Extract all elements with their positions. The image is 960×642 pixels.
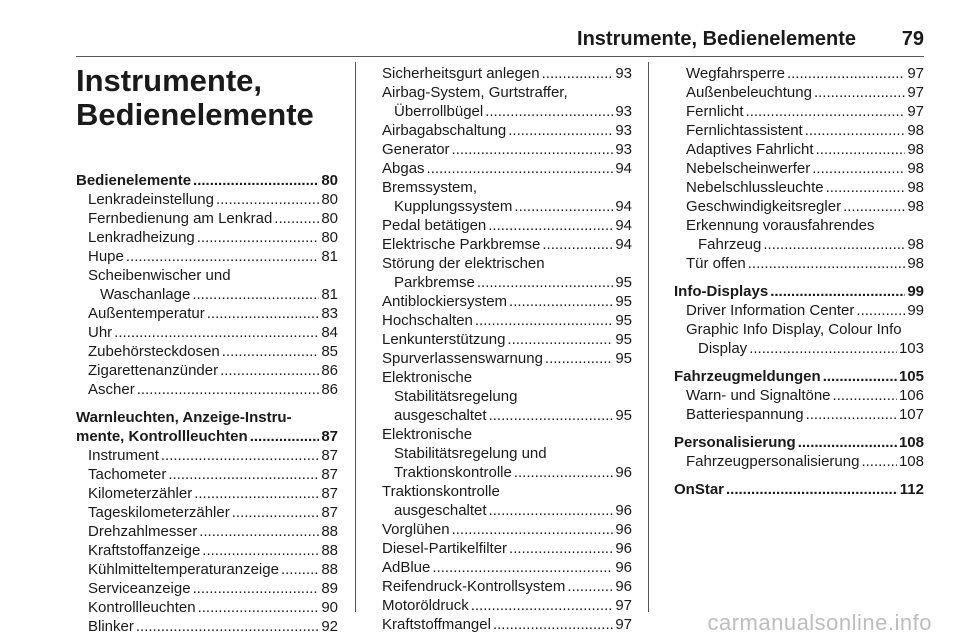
toc-entry[interactable]: Tachometer ..... 87 xyxy=(76,465,338,484)
toc-entry[interactable]: Außentemperatur ..... 83 xyxy=(76,304,338,323)
toc-column-3 xyxy=(674,64,924,499)
toc-entry-head: Stabilitätsregelung xyxy=(394,388,518,405)
toc-entry[interactable]: Überrollbügel ..... 93 xyxy=(382,102,632,121)
chapter-title-line: Bedienelemente xyxy=(76,97,314,132)
toc-entry[interactable]: Kraftstoffmangel ..... 97 xyxy=(382,615,632,634)
toc-entry[interactable]: Serviceanzeige ..... 89 xyxy=(76,579,338,598)
toc-entry[interactable]: Kupplungssystem ..... 94 xyxy=(382,197,632,216)
toc-entry[interactable]: Traktionskontrolle ..... 96 xyxy=(382,463,632,482)
toc-entry[interactable]: AdBlue ..... 96 xyxy=(382,558,632,577)
toc-entry[interactable]: Adaptives Fahrlicht ..... 98 xyxy=(674,140,924,159)
toc-section-entry[interactable]: OnStar ..... 112 xyxy=(674,480,924,499)
column-divider xyxy=(648,62,649,612)
toc-section-entry[interactable]: Fahrzeugmeldungen ..... 105 xyxy=(674,367,924,386)
toc-entry[interactable]: Zigarettenanzünder ..... 86 xyxy=(76,361,338,380)
toc-entry[interactable]: Hochschalten ..... 95 xyxy=(382,311,632,330)
toc-entry-head: Graphic Info Display, Colour Info xyxy=(686,321,902,338)
toc-entry[interactable]: Spurverlassenswarnung ..... 95 xyxy=(382,349,632,368)
column-divider xyxy=(355,62,356,612)
toc-entry-head: Störung der elektrischen xyxy=(382,255,545,272)
toc-entry[interactable]: ausgeschaltet ..... 95 xyxy=(382,406,632,425)
toc-entry[interactable]: Lenkradheizung ..... 80 xyxy=(76,228,338,247)
toc-section-entry[interactable]: Info-Displays ..... 99 xyxy=(674,282,924,301)
toc-entry-head: Airbag-System, Gurtstraffer, xyxy=(382,84,568,101)
toc-entry[interactable]: Warn- und Signaltöne ..... 106 xyxy=(674,386,924,405)
toc-column-1 xyxy=(76,171,338,636)
toc-entry[interactable]: Motoröldruck ..... 97 xyxy=(382,596,632,615)
toc-section-head: Warnleuchten, Anzeige-Instru- xyxy=(76,409,292,426)
toc-entry[interactable]: Fahrzeugpersonalisierung ..... 108 xyxy=(674,452,924,471)
toc-entry[interactable]: Hupe ..... 81 xyxy=(76,247,338,266)
toc-entry[interactable]: Zubehörsteckdosen ..... 85 xyxy=(76,342,338,361)
toc-entry[interactable]: Geschwindigkeitsregler ..... 98 xyxy=(674,197,924,216)
toc-entry[interactable]: ausgeschaltet ..... 96 xyxy=(382,501,632,520)
running-title: Instrumente, Bedienelemente xyxy=(577,28,856,50)
toc-entry-head: Erkennung vorausfahrendes xyxy=(686,217,875,234)
toc-entry[interactable]: Airbagabschaltung ..... 93 xyxy=(382,121,632,140)
toc-entry[interactable]: Uhr ..... 84 xyxy=(76,323,338,342)
toc-entry[interactable]: Kontrollleuchten ..... 90 xyxy=(76,598,338,617)
toc-section-entry[interactable]: Bedienelemente ..... 80 xyxy=(76,171,338,190)
toc-entry[interactable]: Lenkradeinstellung ..... 80 xyxy=(76,190,338,209)
toc-entry[interactable]: Nebelschlussleuchte ..... 98 xyxy=(674,178,924,197)
toc-entry[interactable]: Reifendruck-Kontrollsystem ..... 96 xyxy=(382,577,632,596)
toc-entry[interactable]: Generator ..... 93 xyxy=(382,140,632,159)
toc-entry[interactable]: Fernlichtassistent ..... 98 xyxy=(674,121,924,140)
toc-entry[interactable]: Driver Information Center ..... 99 xyxy=(674,301,924,320)
toc-entry[interactable]: Display ..... 103 xyxy=(674,339,924,358)
toc-entry[interactable]: Parkbremse ..... 95 xyxy=(382,273,632,292)
toc-entry[interactable]: Kilometerzähler ..... 87 xyxy=(76,484,338,503)
toc-entry[interactable]: Fernlicht ..... 97 xyxy=(674,102,924,121)
toc-entry[interactable]: Antiblockiersystem ..... 95 xyxy=(382,292,632,311)
toc-entry[interactable]: Sicherheitsgurt anlegen ..... 93 xyxy=(382,64,632,83)
toc-entry-head: Elektronische xyxy=(382,426,473,443)
toc-entry[interactable]: Tageskilometerzähler ..... 87 xyxy=(76,503,338,522)
toc-entry[interactable]: Pedal betätigen ..... 94 xyxy=(382,216,632,235)
page-header xyxy=(0,24,960,54)
toc-entry[interactable]: Diesel-Partikelfilter ..... 96 xyxy=(382,539,632,558)
toc-entry[interactable]: Abgas ..... 94 xyxy=(382,159,632,178)
toc-entry[interactable]: Kühlmitteltemperaturanzeige ..... 88 xyxy=(76,560,338,579)
toc-entry[interactable]: Drehzahlmesser ..... 88 xyxy=(76,522,338,541)
toc-entry[interactable]: Vorglühen ..... 96 xyxy=(382,520,632,539)
toc-column-2 xyxy=(382,64,632,634)
toc-entry[interactable]: Instrument ..... 87 xyxy=(76,446,338,465)
toc-entry-head: Stabilitätsregelung und xyxy=(394,445,547,462)
toc-entry[interactable]: Fahrzeug ..... 98 xyxy=(674,235,924,254)
toc-entry[interactable]: Ascher ..... 86 xyxy=(76,380,338,399)
page-number: 79 xyxy=(901,28,924,50)
toc-entry[interactable]: Lenkunterstützung ..... 95 xyxy=(382,330,632,349)
toc-entry-head: Scheibenwischer und xyxy=(88,267,231,284)
toc-entry-head: Traktionskontrolle xyxy=(382,483,500,500)
toc-entry[interactable]: Batteriespannung ..... 107 xyxy=(674,405,924,424)
toc-entry[interactable]: Nebelscheinwerfer ..... 98 xyxy=(674,159,924,178)
toc-entry-head: Elektronische xyxy=(382,369,473,386)
toc-entry-head: Bremssystem, xyxy=(382,179,478,196)
chapter-title xyxy=(76,64,346,132)
toc-section-entry[interactable]: Personalisierung ..... 108 xyxy=(674,433,924,452)
toc-entry[interactable]: Tür offen ..... 98 xyxy=(674,254,924,273)
toc-entry[interactable]: Blinker ..... 92 xyxy=(76,617,338,636)
toc-entry[interactable]: Elektrische Parkbremse ..... 94 xyxy=(382,235,632,254)
watermark: carmanualsonline.info xyxy=(707,610,932,635)
toc-entry[interactable]: Wegfahrsperre ..... 97 xyxy=(674,64,924,83)
toc-section-entry[interactable]: mente, Kontrollleuchten ..... 87 xyxy=(76,427,338,446)
chapter-title-line: Instrumente, xyxy=(76,63,263,98)
toc-entry[interactable]: Waschanlage ..... 81 xyxy=(76,285,338,304)
toc-entry[interactable]: Fernbedienung am Lenkrad ..... 80 xyxy=(76,209,338,228)
toc-entry[interactable]: Kraftstoffanzeige ..... 88 xyxy=(76,541,338,560)
toc-entry[interactable]: Außenbeleuchtung ..... 97 xyxy=(674,83,924,102)
header-rule xyxy=(76,56,924,57)
